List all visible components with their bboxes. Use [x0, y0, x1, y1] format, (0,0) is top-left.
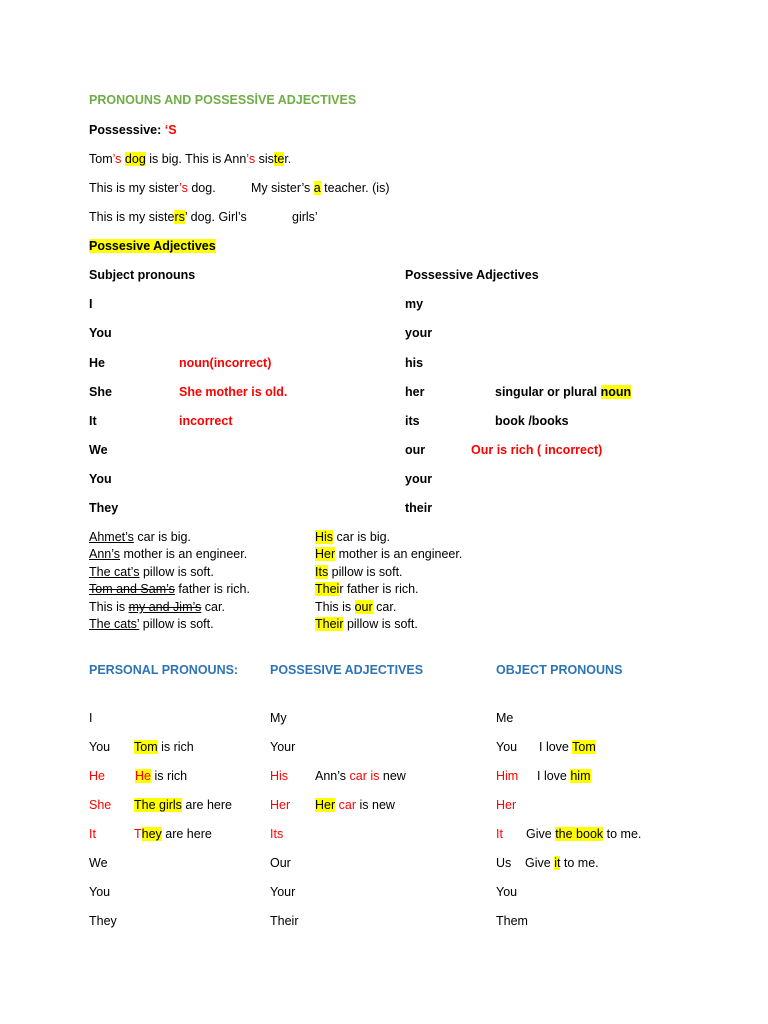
object-us: Us	[496, 856, 512, 870]
text: dog.	[187, 181, 216, 195]
text: car.	[201, 600, 225, 614]
text: is rich	[157, 740, 194, 754]
sentence-right-5	[315, 599, 396, 615]
page-title: PRONOUNS AND POSSESSİVE ADJECTIVES	[89, 93, 357, 107]
text: Give	[525, 856, 555, 870]
text: r father is rich.	[339, 582, 419, 596]
text: singular or plural	[495, 385, 601, 399]
possessive-its: Its	[270, 827, 284, 841]
text: Tom	[89, 152, 113, 166]
example-line-3a	[89, 209, 247, 225]
example-line-2a	[89, 180, 216, 196]
text: I love	[539, 740, 573, 754]
personal-it: It	[89, 827, 96, 841]
example-line-2b	[251, 180, 389, 196]
object-you-plural: You	[496, 885, 518, 899]
sentence-right-2	[315, 546, 462, 562]
object-her: Her	[496, 798, 517, 812]
personal-you-plural: You	[89, 885, 111, 899]
text: Give	[526, 827, 556, 841]
personal-pronouns-header: PERSONAL PRONOUNS:	[89, 663, 239, 677]
text: .	[287, 152, 292, 166]
text: car is big.	[333, 530, 391, 544]
text: to me.	[560, 856, 599, 870]
text: r	[284, 152, 288, 166]
possessive-your-plural: Your	[270, 885, 296, 899]
possessive-mark: ‘S	[164, 123, 177, 137]
subject-you-plural: You	[89, 472, 112, 486]
sentence-left-5	[89, 599, 225, 615]
section-title	[89, 238, 216, 254]
example-line-3b: girls’	[292, 210, 318, 224]
highlight-adj: His	[315, 530, 334, 544]
possessive-heading	[89, 122, 177, 138]
note-it: incorrect	[179, 414, 233, 428]
text: pillow is soft.	[139, 565, 214, 579]
personal-i: I	[89, 711, 93, 725]
sentence-right-3	[315, 564, 403, 580]
highlight: him	[570, 769, 591, 783]
object-him: Him	[496, 769, 519, 783]
apostrophe: ’s	[246, 152, 256, 166]
object-me: Me	[496, 711, 514, 725]
object-you: You	[496, 740, 518, 754]
underlined-owner: my and Jim’s	[128, 600, 202, 614]
highlight: the book	[555, 827, 604, 841]
apostrophe: ’s	[179, 181, 188, 195]
possessive-his: His	[270, 769, 289, 783]
underlined-owner: The cats’	[89, 617, 140, 631]
highlight-rs: rs	[174, 210, 185, 224]
possessive-colon: :	[157, 123, 165, 137]
sentence-left-2	[89, 546, 247, 562]
subject-he: He	[89, 356, 105, 370]
adj-their: their	[405, 501, 433, 515]
possessive-their: Their	[270, 914, 299, 928]
highlight-noun: noun	[600, 385, 632, 399]
text: T	[134, 827, 142, 841]
text: mother is an engineer.	[335, 547, 463, 561]
text: My sister’s	[251, 181, 314, 195]
adj-your: your	[405, 326, 433, 340]
subject-we: We	[89, 443, 108, 457]
text: mother is an engineer.	[120, 547, 248, 561]
possessive-example-her	[315, 797, 395, 813]
adj-your-plural: your	[405, 472, 433, 486]
object-it: It	[496, 827, 503, 841]
subject-they: They	[89, 501, 119, 515]
highlight-dog: dog	[124, 152, 146, 166]
personal-she: She	[89, 798, 112, 812]
highlight-adj: Its	[315, 565, 329, 579]
text: to me.	[603, 827, 642, 841]
text: is rich	[150, 769, 188, 783]
text: Ann’s	[315, 769, 350, 783]
underlined-owner: Ahmet’s	[89, 530, 134, 544]
text: pillow is soft.	[139, 617, 214, 631]
text: car is big.	[133, 530, 191, 544]
sentence-right-1	[315, 529, 390, 545]
sentence-right-4	[315, 581, 419, 597]
possessive-my: My	[270, 711, 287, 725]
apostrophe: ’s	[112, 152, 122, 166]
text: are here	[181, 798, 232, 812]
text: I love	[537, 769, 571, 783]
personal-example-she	[134, 797, 232, 813]
highlight-a: a	[313, 181, 321, 195]
text: pillow is soft.	[343, 617, 418, 631]
adj-note-its: book /books	[495, 414, 569, 428]
highlight: The girls	[134, 798, 182, 812]
sentence-right-6	[315, 616, 418, 632]
adj-its: its	[405, 414, 420, 428]
adj-our: our	[405, 443, 426, 457]
underlined-owner: Tom and Sam’s	[89, 582, 175, 596]
text: ’ dog. Girl’s	[184, 210, 247, 224]
example-line-1	[89, 151, 291, 167]
adj-his: his	[405, 356, 424, 370]
text: new	[379, 769, 406, 783]
subject-she: She	[89, 385, 112, 399]
highlight: Tom	[572, 740, 596, 754]
text: This is my siste	[89, 210, 175, 224]
possesive-adjectives-header: POSSESIVE ADJECTIVES	[270, 663, 424, 677]
text: pillow is soft.	[328, 565, 403, 579]
text: sis	[258, 152, 274, 166]
sentence-left-1	[89, 529, 191, 545]
underlined-owner: The cat’s	[89, 565, 140, 579]
object-example-it	[526, 826, 641, 842]
note-he: noun(incorrect)	[179, 356, 272, 370]
section-title-text: Possesive Adjectives	[89, 239, 216, 253]
subject-it: It	[89, 414, 97, 428]
highlight-adj: our	[354, 600, 373, 614]
adj-her: her	[405, 385, 425, 399]
adj-note-her	[495, 384, 631, 400]
highlight: Her	[315, 798, 336, 812]
text: This is	[89, 600, 129, 614]
object-example-us	[525, 855, 599, 871]
highlight: Tom	[134, 740, 158, 754]
adj-my: my	[405, 297, 424, 311]
text: is new	[356, 798, 395, 812]
highlight: He	[135, 769, 151, 783]
text: father is rich.	[174, 582, 250, 596]
underlined-owner: Ann’s	[89, 547, 121, 561]
possessive-her: Her	[270, 798, 291, 812]
personal-example-it	[134, 826, 212, 842]
object-pronouns-header: OBJECT PRONOUNS	[496, 663, 623, 677]
subject-i: I	[89, 297, 93, 311]
personal-you: You	[89, 740, 111, 754]
object-example-him	[537, 768, 591, 784]
red-text: car	[338, 798, 357, 812]
text: teacher. (is)	[320, 181, 390, 195]
adj-note-our: Our is rich ( incorrect)	[471, 443, 603, 457]
sentence-left-3	[89, 564, 214, 580]
object-them: Them	[496, 914, 528, 928]
sentence-left-6	[89, 616, 214, 632]
possessive-our: Our	[270, 856, 291, 870]
text: is big. This is Ann	[145, 152, 247, 166]
possessive-adjectives-header: Possessive Adjectives	[405, 268, 539, 282]
personal-they: They	[89, 914, 117, 928]
possessive-label: Possessive	[89, 123, 158, 137]
highlight-adj: Thei	[315, 582, 340, 596]
text: are here	[161, 827, 212, 841]
sentence-left-4	[89, 581, 250, 597]
personal-we: We	[89, 856, 108, 870]
red-text: car is	[349, 769, 380, 783]
personal-he: He	[89, 769, 105, 783]
highlight: hey	[141, 827, 162, 841]
note-she: She mother is old.	[179, 385, 288, 399]
highlight-adj: Their	[315, 617, 344, 631]
subject-pronouns-header: Subject pronouns	[89, 268, 196, 282]
personal-example-he	[135, 768, 187, 784]
possessive-example-his	[315, 768, 406, 784]
text: This is my sister	[89, 181, 180, 195]
text: This is	[315, 600, 355, 614]
subject-you: You	[89, 326, 112, 340]
personal-example-you	[134, 739, 194, 755]
highlight: it	[554, 856, 561, 870]
text: car.	[372, 600, 397, 614]
highlight-te: te	[273, 152, 285, 166]
object-example-you	[539, 739, 596, 755]
possessive-your: Your	[270, 740, 296, 754]
highlight-adj: Her	[315, 547, 336, 561]
